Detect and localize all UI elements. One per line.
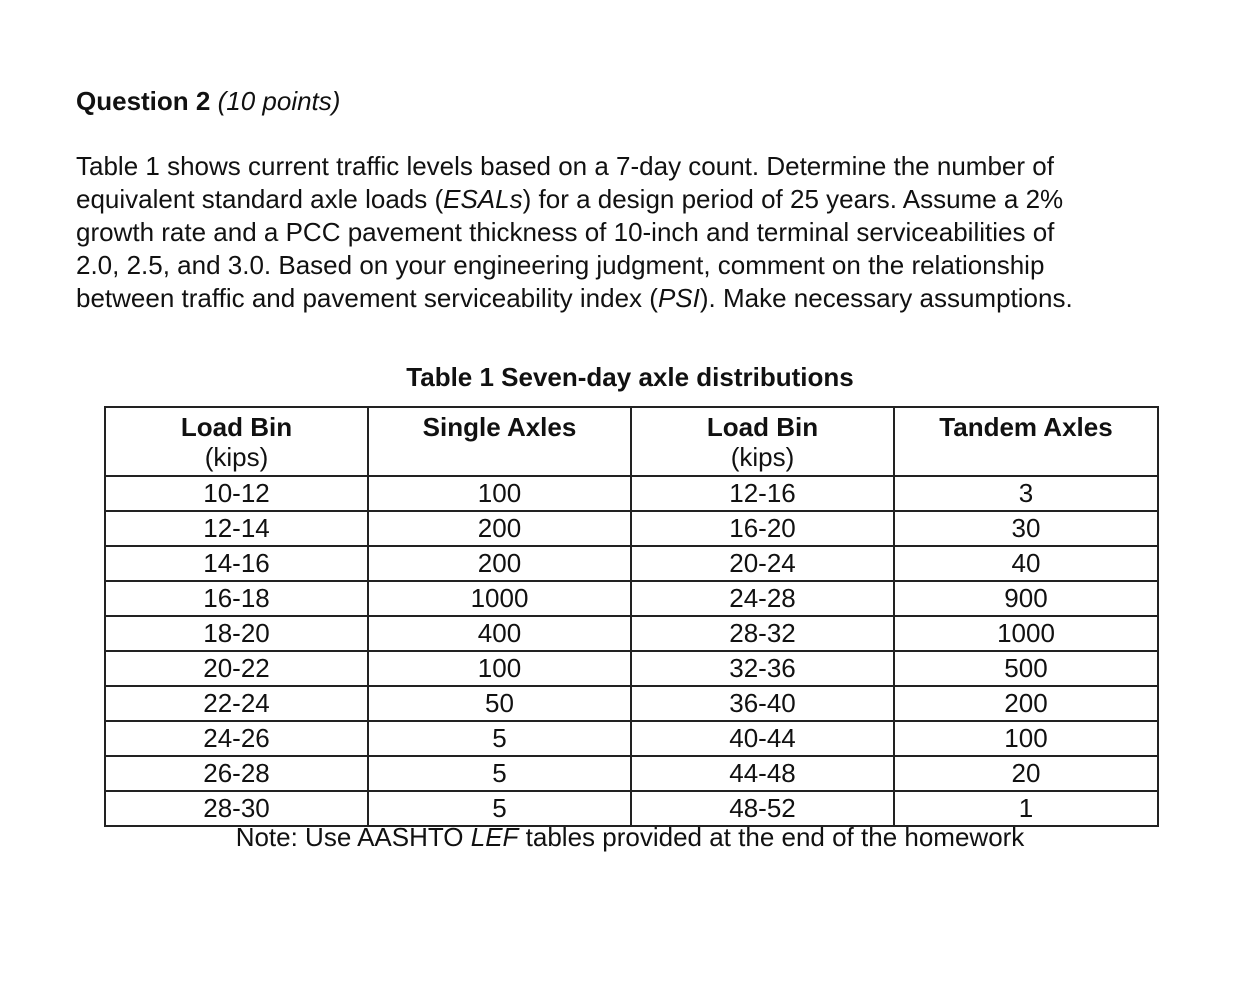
- question-line: [76, 183, 1186, 216]
- tandem-axles-cell: 900: [894, 581, 1158, 616]
- single-axles-cell: 200: [368, 511, 631, 546]
- single-axles-cell: 5: [368, 756, 631, 791]
- single-load-bin-cell: 26-28: [105, 756, 368, 791]
- tandem-load-bin-cell: 32-36: [631, 651, 894, 686]
- question-heading: [76, 84, 340, 118]
- tandem-axles-cell: 1000: [894, 616, 1158, 651]
- single-axles-cell: 100: [368, 476, 631, 511]
- question-line: [76, 216, 1186, 249]
- header-single-load-bin: [105, 407, 368, 476]
- single-load-bin-cell: 10-12: [105, 476, 368, 511]
- psi-term: PSI: [657, 283, 700, 313]
- tandem-load-bin-cell: 16-20: [631, 511, 894, 546]
- question-body: [76, 150, 1186, 315]
- header-title: Tandem Axles: [939, 412, 1113, 442]
- tandem-axles-cell: 20: [894, 756, 1158, 791]
- header-tandem-axles: [894, 407, 1158, 476]
- tandem-axles-cell: 200: [894, 686, 1158, 721]
- single-axles-cell: 200: [368, 546, 631, 581]
- header-title: Load Bin: [180, 412, 293, 442]
- question-line: [76, 150, 1186, 183]
- tandem-load-bin-cell: 28-32: [631, 616, 894, 651]
- tandem-axles-cell: 30: [894, 511, 1158, 546]
- header-title: Single Axles: [422, 412, 577, 442]
- header-unit: (kips): [204, 442, 269, 472]
- single-load-bin-cell: 24-26: [105, 721, 368, 756]
- tandem-load-bin-cell: 48-52: [631, 791, 894, 826]
- single-axles-cell: 5: [368, 791, 631, 826]
- tandem-load-bin-cell: 20-24: [631, 546, 894, 581]
- tandem-load-bin-cell: 36-40: [631, 686, 894, 721]
- single-axles-cell: 400: [368, 616, 631, 651]
- tandem-axles-cell: 3: [894, 476, 1158, 511]
- table-row: [105, 721, 1158, 756]
- tandem-axles-cell: 100: [894, 721, 1158, 756]
- table-row: [105, 756, 1158, 791]
- single-load-bin-cell: 20-22: [105, 651, 368, 686]
- note-text: tables provided at the end of the homework: [518, 822, 1025, 852]
- tandem-load-bin-cell: 40-44: [631, 721, 894, 756]
- tandem-axles-cell: 500: [894, 651, 1158, 686]
- question-line: [76, 249, 1186, 282]
- header-single-axles: [368, 407, 631, 476]
- header-tandem-load-bin: [631, 407, 894, 476]
- table-row: [105, 791, 1158, 826]
- table-body: [105, 476, 1158, 826]
- table-row: [105, 686, 1158, 721]
- single-axles-cell: 100: [368, 651, 631, 686]
- question-points: (10 points): [217, 86, 341, 116]
- table-header-row: [105, 407, 1158, 476]
- table-caption: Table 1 Seven-day axle distributions: [406, 362, 854, 392]
- single-axles-cell: 50: [368, 686, 631, 721]
- tandem-axles-cell: 1: [894, 791, 1158, 826]
- tandem-load-bin-cell: 44-48: [631, 756, 894, 791]
- single-load-bin-cell: 12-14: [105, 511, 368, 546]
- single-load-bin-cell: 28-30: [105, 791, 368, 826]
- table-row: [105, 546, 1158, 581]
- question-text: Table 1 shows current traffic levels based on a 7-day count. Determine the number of: [76, 151, 1054, 181]
- axle-distribution-table: [104, 406, 1159, 827]
- single-axles-cell: 5: [368, 721, 631, 756]
- question-text: growth rate and a PCC pavement thickness of 10-inch and terminal serviceabilities of: [76, 217, 1055, 247]
- single-load-bin-cell: 14-16: [105, 546, 368, 581]
- question-text: ). Make necessary assumptions.: [699, 283, 1073, 313]
- question-text: between traffic and pavement serviceability index (: [76, 283, 658, 313]
- question-text: ) for a design period of 25 years. Assume a 2%: [522, 184, 1064, 214]
- tandem-load-bin-cell: 12-16: [631, 476, 894, 511]
- tandem-load-bin-cell: 24-28: [631, 581, 894, 616]
- tandem-axles-cell: 40: [894, 546, 1158, 581]
- lef-term: LEF: [470, 822, 519, 852]
- question-text: 2.0, 2.5, and 3.0. Based on your engineering judgment, comment on the relationship: [76, 250, 1045, 280]
- table-row: [105, 476, 1158, 511]
- single-axles-cell: 1000: [368, 581, 631, 616]
- table-row: [105, 616, 1158, 651]
- header-title: Load Bin: [706, 412, 819, 442]
- question-text: equivalent standard axle loads (: [76, 184, 444, 214]
- table-note: [0, 822, 1237, 852]
- esals-term: ESALs: [443, 184, 523, 214]
- table-row: [105, 581, 1158, 616]
- question-line: [76, 282, 1186, 315]
- single-load-bin-cell: 18-20: [105, 616, 368, 651]
- table-row: [105, 511, 1158, 546]
- single-load-bin-cell: 16-18: [105, 581, 368, 616]
- single-load-bin-cell: 22-24: [105, 686, 368, 721]
- question-number: Question 2: [76, 86, 211, 116]
- header-unit: (kips): [730, 442, 795, 472]
- table-row: [105, 651, 1158, 686]
- note-text: Note: Use AASHTO: [235, 822, 471, 852]
